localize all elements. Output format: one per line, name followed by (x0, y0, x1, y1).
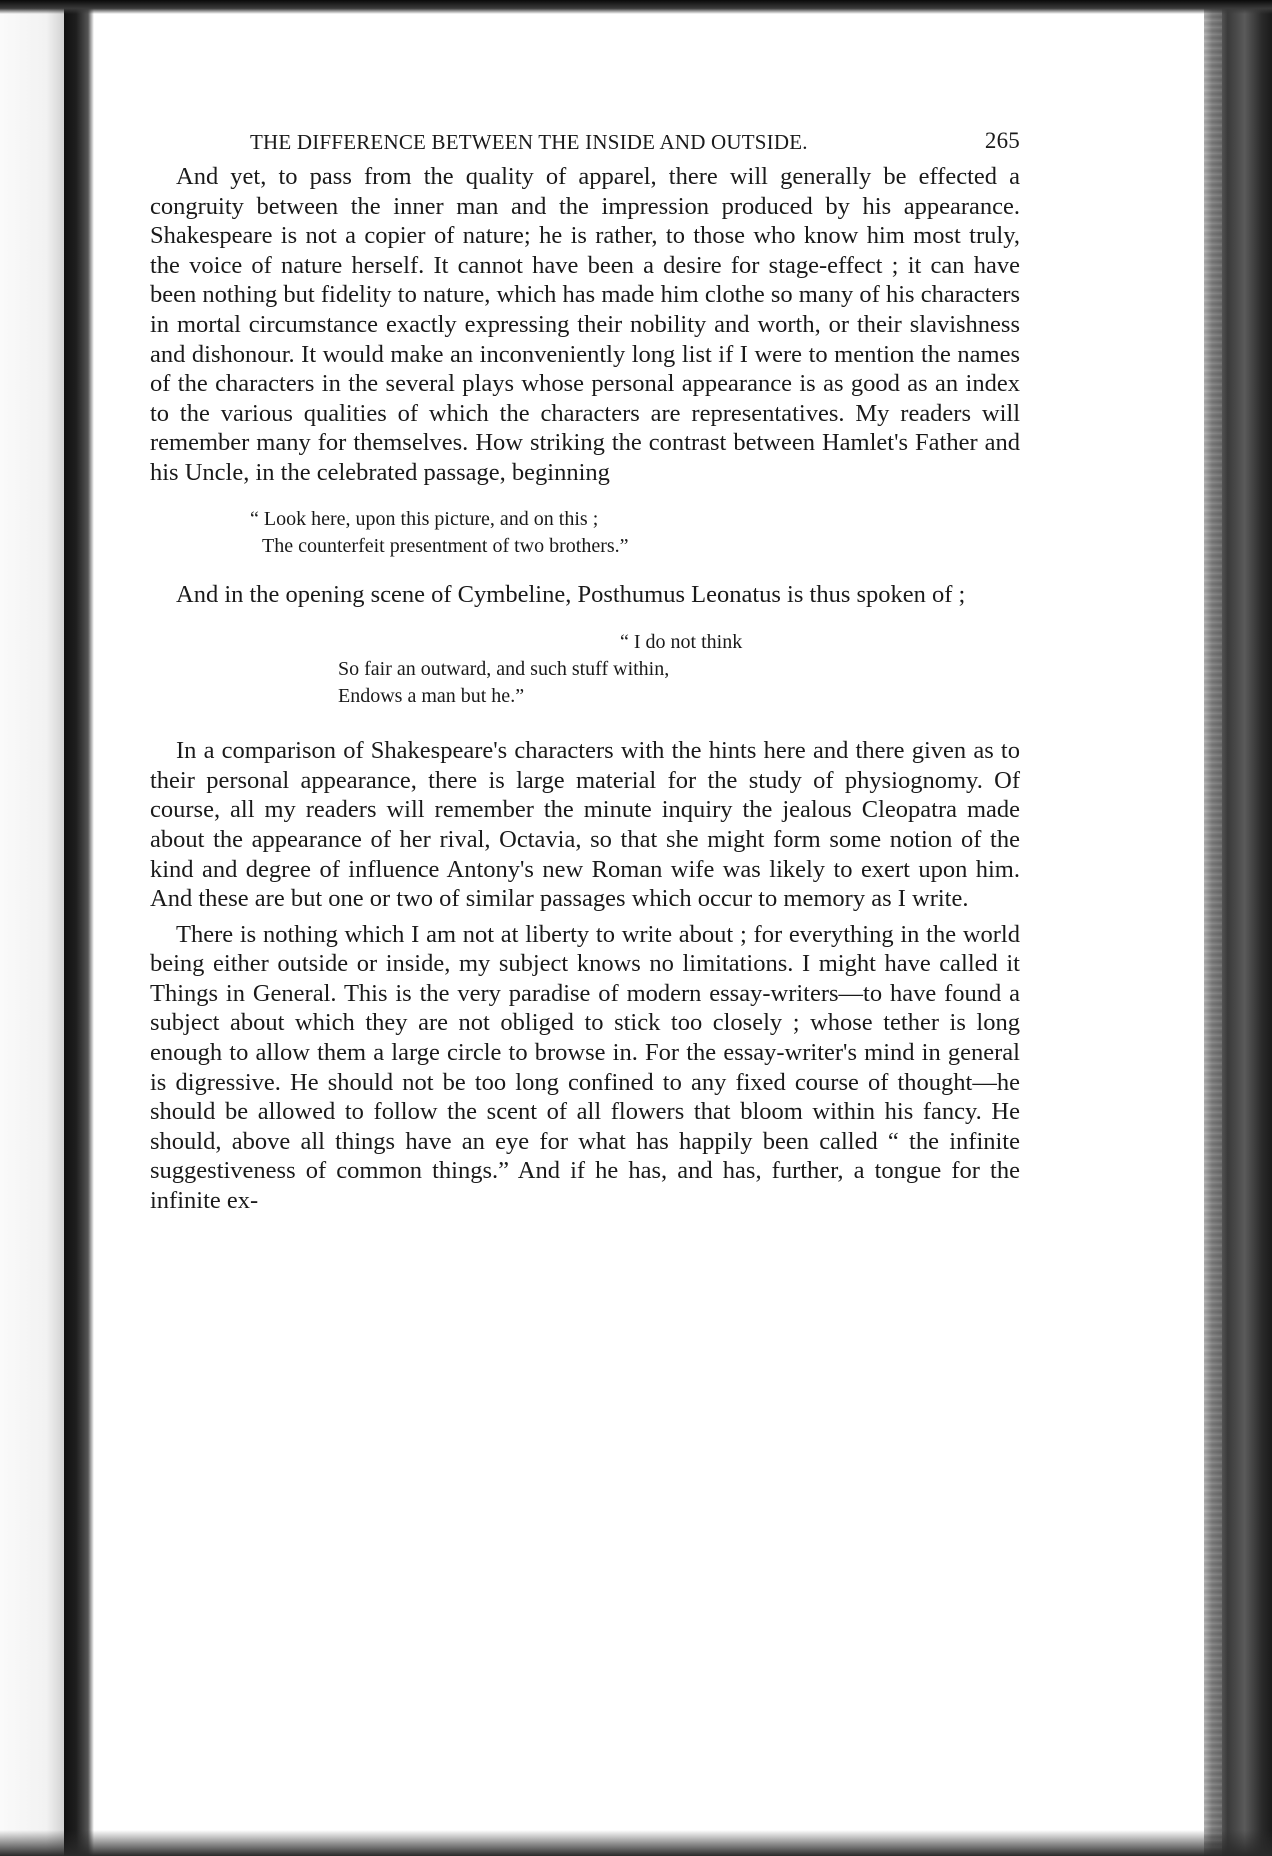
quote-hamlet (150, 506, 1020, 560)
page-gutter-left (0, 0, 66, 1856)
running-head (150, 122, 1020, 162)
quote-line: Endows a man but he.” (338, 685, 525, 708)
paragraph-physiognomy: In a comparison of Shakespeare's characters with the hints here and there given as to their personal appearance, there is large material for the study of physiognomy. Of course, all my readers will remember the minute inquiry the jealous Cleopatra made about the appearance of her rival, Octavia, so that she might form some notion of the kind and degree of influence Antony's new Roman wife was likely to exert upon him. And these are but one or two of similar passages which occur to memory as I write. (150, 737, 1020, 913)
running-title: THE DIFFERENCE BETWEEN THE INSIDE AND OUTSIDE. (250, 130, 808, 154)
quote-line: So fair an outward, and such stuff within, (338, 658, 670, 681)
quote-line: The counterfeit presentment of two brothers.” (262, 534, 629, 557)
quote-cymbeline (150, 629, 1020, 710)
paragraph-things-in-general: There is nothing which I am not at liberty to write about ; for everything in the world being either outside or inside, my subject knows no limitations. I might have called it Things in General. This is the very paradise of modern essay-writers—to have found a subject about which they are not obliged to stick too closely ; whose tether is long enough to allow them a large circle to browse in. For the essay-writer's mind in general is digressive. He should not be too long confined to any fixed course of thought—he should be allowed to follow the scent of all flowers that bloom within his fancy. He should, above all things have an eye for what has happily been called “ the infinite suggestiveness of common things.” And if he has, and has, further, a tongue for the infinite ex- (150, 920, 1020, 1215)
paragraph-apparel: And yet, to pass from the quality of apparel, there will generally be effected a congruity between the inner man and the impression produced by his appearance. Shakespeare is not a copier of nature; he is rather, to those who know him most truly, the voice of nature herself. It cannot have been a desire for stage-effect ; it can have been nothing but fidelity to nature, which has made him clothe so many of his characters in mortal circumstance exactly expressing their nobility and worth, or their slavishness and dishonour. It would make an inconveniently long list if I were to mention the names of the characters in the several plays whose personal appearance is as good as an index to the various qualities of which the characters are representatives. My readers will remember many for themselves. How striking the contrast between Hamlet's Father and his Uncle, in the celebrated passage, beginning (150, 163, 1020, 486)
page-number: 265 (984, 128, 1020, 153)
paragraph-cymbeline: And in the opening scene of Cymbeline, Posthumus Leonatus is thus spoken of ; (176, 580, 966, 608)
quote-line: “ I do not think (620, 631, 743, 654)
book-spine-shadow (64, 0, 94, 1856)
page-stack-edge (1204, 0, 1272, 1856)
scan-top-shadow (0, 0, 1272, 14)
quote-line: “ Look here, upon this picture, and on this ; (250, 507, 599, 530)
body-text (150, 162, 1020, 1216)
scan-bottom-shadow (0, 1830, 1272, 1856)
book-page (150, 122, 1020, 1216)
